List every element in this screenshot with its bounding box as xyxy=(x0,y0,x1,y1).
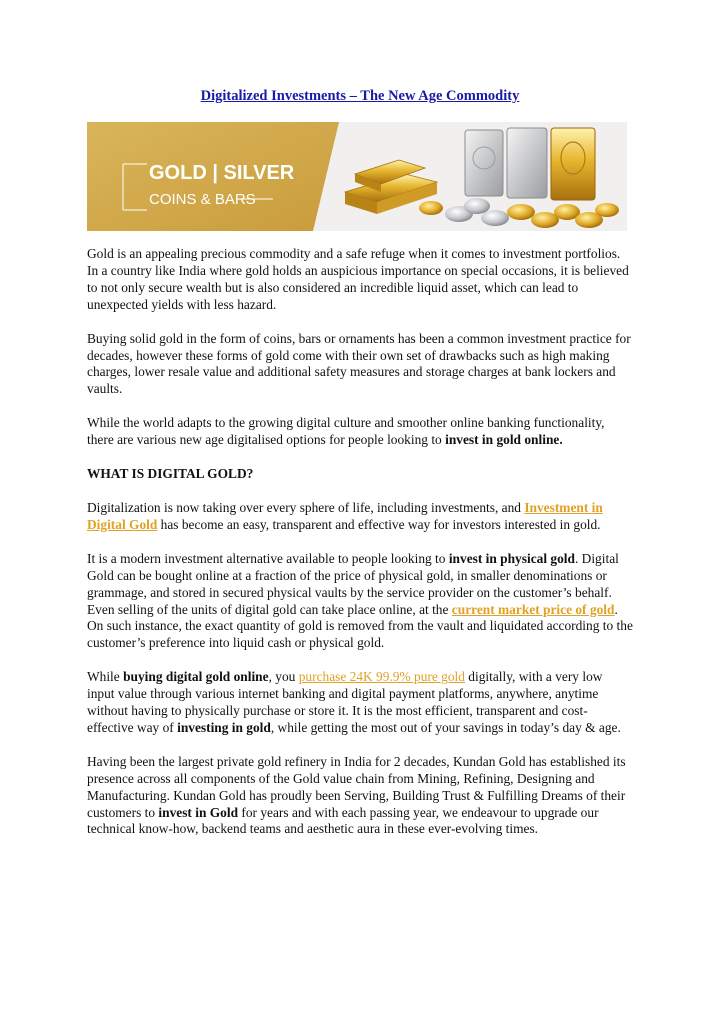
page-title: Digitalized Investments – The New Age Commodity xyxy=(200,88,520,104)
bold-phrase: investing in gold xyxy=(177,719,271,735)
bold-phrase: invest in Gold xyxy=(158,804,239,820)
bold-phrase: invest in physical gold xyxy=(448,550,575,566)
investment-digital-gold-link[interactable]: Investment in Digital Gold xyxy=(87,499,603,532)
paragraph-digitalization xyxy=(87,500,633,534)
text-segment: While the world adapts to the growing digital culture and smoother online banking functionality, there are various new age digitalised options for people looking to xyxy=(87,415,605,448)
text-segment: It is a modern investment alternative available to people looking to xyxy=(87,550,449,566)
paragraph-solid-gold: Buying solid gold in the form of coins, bars or ornaments has been a common investment practice for decades, however these forms of gold come with their own set of drawbacks such as high making charges, lower resale value and additional safety measures and storage charges at bank lockers and vaults. xyxy=(87,330,631,397)
text-segment: While xyxy=(87,669,124,685)
text-segment: , you xyxy=(268,669,299,685)
article-body xyxy=(87,246,633,855)
text-segment: . Digital Gold can be bought online at a fraction of the price of physical gold, in smaller denominations or grammage, and stored in secured physical vaults by the service provider on the customer’s behalf. Even selling of the units of digital gold can take place online, at the xyxy=(87,550,619,617)
section-heading: WHAT IS DIGITAL GOLD? xyxy=(87,466,254,482)
text-segment: Having been the largest private gold refinery in India for 2 decades, Kundan Gold has established its presence across all components of the Gold value chain from Mining, Refining, Designing and Manufacturing. Kundan Gold has proudly been Serving, Building Trust & Fulfilling Dreams of their customers to xyxy=(87,753,626,820)
bold-phrase: invest in gold online. xyxy=(445,432,563,448)
paragraph-digital-culture xyxy=(87,415,633,449)
paragraph-kundan-gold xyxy=(87,754,633,839)
text-segment: digitally, with a very low input value through various internet banking and digital payment platforms, anywhere, anytime without having to physically purchase or store it. It is the most efficient, transparent and cost-effective way of xyxy=(87,669,603,735)
logo-line1: GOLD | SILVER xyxy=(149,162,295,184)
logo-line2: COINS & BARS xyxy=(149,191,256,208)
paragraph-buying-online xyxy=(87,669,633,737)
banner-image xyxy=(87,122,627,231)
text-segment: Digitalization is now taking over every sphere of life, including investments, and xyxy=(87,499,525,515)
market-price-link[interactable]: current market price of gold xyxy=(451,601,615,617)
paragraph-intro: Gold is an appealing precious commodity and a safe refuge when it comes to investment portfolios. In a country like India where gold holds an auspicious importance on special occasions, it is believed to not only secure wealth but is also considered an incredible liquid asset, which can lead to unexpected yields with less hazard. xyxy=(87,246,629,312)
purchase-pure-gold-link[interactable]: purchase 24K 99.9% pure gold xyxy=(298,669,465,685)
text-segment: has become an easy, transparent and effective way for investors interested in gold. xyxy=(157,516,601,532)
gold-silver-banner-graphic xyxy=(87,122,627,231)
text-segment: , while getting the most out of your savings in today’s day & age. xyxy=(270,719,621,735)
text-segment: for years and with each passing year, we endeavour to upgrade our technical know-how, backend teams and aesthetic aura in these ever-evolving times. xyxy=(87,804,599,837)
paragraph-modern-alternative xyxy=(87,551,633,652)
text-segment: . On such instance, the exact quantity of gold is removed from the vault and liquidated according to the customer’s preference into liquid cash or physical gold. xyxy=(87,601,633,651)
bold-phrase: buying digital gold online xyxy=(123,669,269,685)
